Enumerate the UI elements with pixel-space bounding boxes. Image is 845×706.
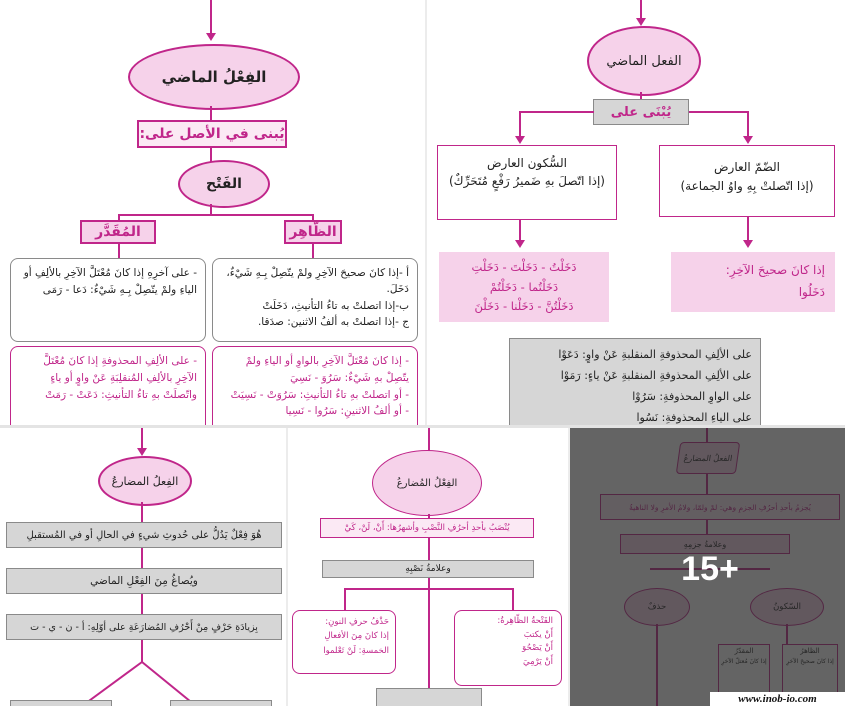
box-edge [170, 700, 272, 706]
connector [428, 538, 430, 560]
sukun-node: السُّكون العارض (إذا اتّصلَ بهِ ضَميرُ رَفْعٍ مُتَحَرِّكٌ) [437, 145, 617, 220]
arrow-icon [743, 240, 753, 248]
connector [519, 111, 594, 113]
connector [344, 588, 514, 590]
zahir-rules: أ -إذا كانَ صحيحَ الآخِرِ ولمْ يتّصِلْ بِـهِ شَيْءٌ، دَخَلَ. ب-إذا اتصلتْ به تاءُ التأنيثِ، دَخَلَتْ ج -إذا اتصلتْ به ألفُ الاثنين: صدَقا. [212, 258, 418, 342]
past-tense-title: الفِعْلُ الماضي [128, 44, 300, 110]
connector [141, 502, 143, 522]
panel-past-tense-built[interactable] [427, 0, 845, 425]
formed-box: ويُصاغُ مِنَ الفِعْلِ الماضي [6, 568, 282, 594]
damm-node: الضّمّ العارض (إذا اتّصلتْ بِهِ واوُ الجماعة) [659, 145, 835, 217]
connector [512, 588, 514, 610]
panel-present-tense-jazm[interactable] [570, 428, 845, 706]
connector [747, 111, 749, 139]
arrow-icon [515, 136, 525, 144]
arrow-icon [636, 18, 646, 26]
present-tense-title: الفِعلُ المضارعُ [98, 456, 192, 506]
definition-box: هُوَ فِعْلٌ يَدُلُّ على حُدوثِ شيءٍ في الحالِ أو في المُستقبلِ [6, 522, 282, 548]
zahir-rules-2: - إذا كانَ مُعْتَلَّ الآخِرِ بالواوِ أو الياءِ ولمْ يتّصِلْ بهِ شَيْءٌ: سَرُوَ - نَسِيَ - أو اتصلتْ بهِ تاءُ التأنيثِ: سَرُوَتْ - نَسِيَتْ - أو ألفُ الاثنينِ: سَرُوا - نَسِيا [212, 346, 418, 425]
muqaddar-node: المُقَدَّر [80, 220, 156, 244]
damm-examples: إذا كانَ صحيحَ الآخِرِ: دَخَلُوا [671, 252, 835, 312]
connector [118, 244, 120, 258]
connector [344, 588, 346, 610]
connector [519, 111, 521, 139]
fath-node: الفَتْح [178, 160, 270, 208]
connector [689, 111, 748, 113]
hadhf-nun-box: حَذْفُ حرفِ النونِ: إذا كانَ مِنَ الأفعالِ الخمسةِ: لَنْ تَعْلموا [292, 610, 396, 674]
connector [519, 220, 521, 242]
connector [428, 428, 430, 452]
arrow-icon [206, 33, 216, 41]
present-tense-title: الفِعْلُ المُضارعُ [372, 450, 482, 516]
box-edge [376, 688, 482, 706]
fatha-box: الفَتْحةُ الظّاهِرةُ: أَنْ يكتبَ أَنْ يَصْحُوَ أَنْ يَرْمِيَ [454, 610, 562, 686]
adding-box: بِزيادَةِ حَرْفٍ مِنْ أَحْرُفِ المُضارَعَةِ على أوّلِهِ: أ - ن - ي - ت [6, 614, 282, 640]
past-tense-title: الفعل الماضي [587, 26, 701, 96]
connector [312, 244, 314, 258]
more-images-count[interactable]: 15+ [681, 550, 739, 588]
nasb-sign-box: وعلامةُ نَصْبِهِ [322, 560, 534, 578]
arrow-icon [515, 240, 525, 248]
built-on-label: يُبنى في الأصل على: [137, 120, 287, 148]
connector [118, 214, 313, 216]
muqaddar-rules: - على آخرِهِ إذا كانَ مُعْتَلَّ الآخِرِ بالألِفِ أو الياءِ ولمْ يتّصِلْ بِـهِ شَيْءٌ: دَعا - رَمَى [10, 258, 206, 342]
arrow-icon [137, 448, 147, 456]
built-on-label: يُبْنَى على [593, 99, 689, 125]
zahir-node: الظّاهِر [284, 220, 342, 244]
sukun-examples: دَخَلْتُ - دَخَلْتَ - دَخَلْتِ دَخَلْتُما - دَخَلْتُمْ دَخَلْتُنَّ - دَخَلْنا - دَخَلْنَ [439, 252, 609, 322]
panel-past-tense-fath[interactable] [0, 0, 425, 425]
box-edge [10, 700, 112, 706]
arrow-icon [743, 136, 753, 144]
connector [747, 217, 749, 242]
connector [141, 640, 143, 662]
connector [141, 548, 143, 568]
deleted-letter-rules: على الألِفِ المحذوفةِ المنقلبةِ عَنْ واوٍ: دَعَوْا على الألِفِ المحذوفةِ المنقلبةِ عَنْ ياءٍ: رَمَوْا على الواوِ المحذوفةِ: سَرُوْا على الياءِ المحذوفةِ: نَسُوا [509, 338, 761, 425]
connector [141, 594, 143, 614]
panel-present-tense-nasb[interactable] [288, 428, 568, 706]
connector [210, 106, 212, 120]
connector [428, 578, 430, 696]
panel-present-tense-definition[interactable] [0, 428, 286, 706]
nasb-box: يُنْصَبُ بأحدِ أحرُفِ النَّصْبِ وأشهرُها: أَنْ، لَنْ، كَيْ [320, 518, 534, 538]
watermark: www.inob-io.com [710, 692, 845, 706]
muqaddar-rules-2: - على الألِفِ المحذوفةِ إذا كانَ مُعْتَلَّ الآخِرِ بالألِفِ المُنقلِبَةِ عَنْ واوٍ أو ياءٍ واتّصلَتْ بهِ تاءُ التأنيثِ: دَعَتْ - رَمَتْ [10, 346, 206, 425]
